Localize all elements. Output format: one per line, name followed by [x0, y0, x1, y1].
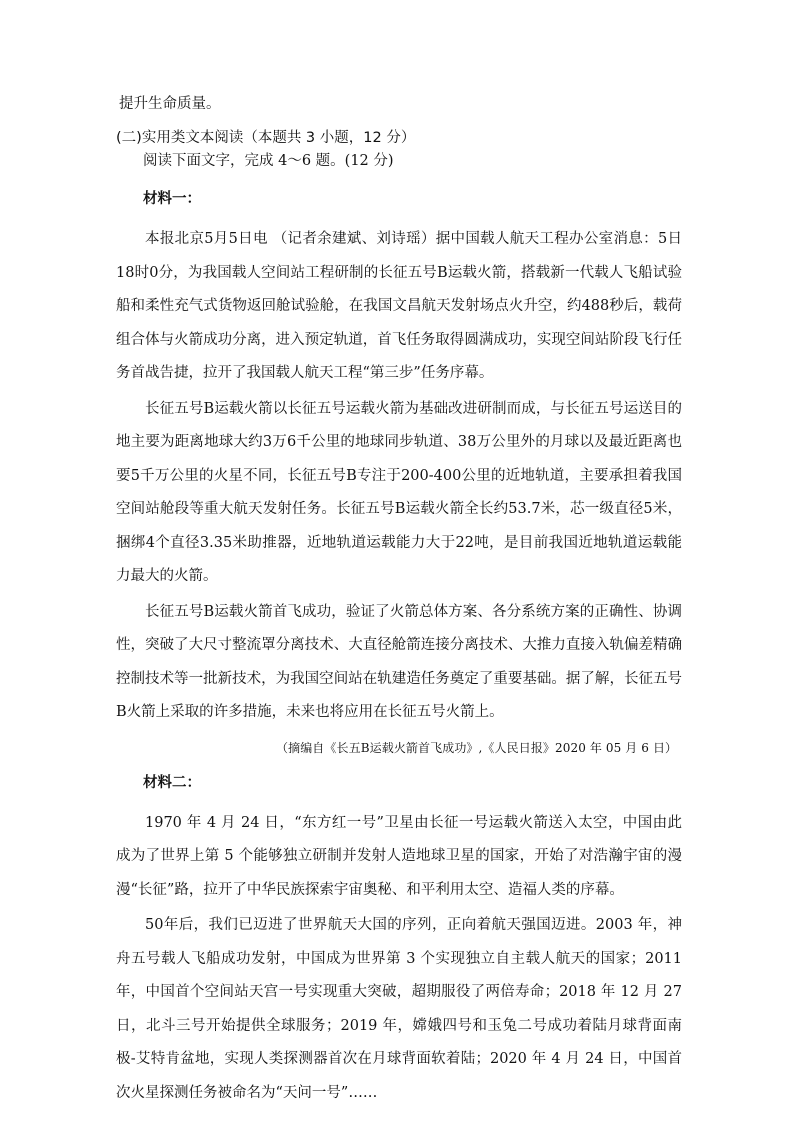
material-two-paragraph-1: 1970 年 4 月 24 日，“东方红一号”卫星由长征一号运载火箭送入太空，中国由此成为了世界上第 5 个能够独立研制并发射人造地球卫星的国家，开始了对浩瀚宇宙的漫漫“长征”路，拉开了中华民族探索宇宙奥秘、和平利用太空、造福人类的序幕。	[116, 814, 682, 898]
material-one-paragraph-1: 本报北京5月5日电 （记者余建斌、刘诗瑶）据中国载人航天工程办公室消息：5日18时0分，为我国载人空间站工程研制的长征五号B运载火箭，搭载新一代载人飞船试验船和柔性充气式货物返回舱试验舱，在我国文昌航天发射场点火升空，约488秒后，载荷组合体与火箭成功分离，进入预定轨道，首飞任务取得圆满成功，实现空间站阶段飞行任务首战告捷，拉开了我国载人航天工程“第三步”任务序幕。	[116, 231, 682, 381]
reading-instruction: 阅读下面文字，完成 4～6 题。(12 分)	[143, 153, 394, 169]
section-title: (二)实用类文本阅读（本题共 3 小题，12 分）	[116, 130, 416, 146]
material-one-source: （摘编自《长五B运载火箭首飞成功》,《人民日报》2020 年 05 月 6 日）	[276, 740, 678, 755]
continued-text-line: 提升生命质量。	[119, 96, 221, 112]
material-one-paragraph-2: 长征五号B运载火箭以长征五号运载火箭为基础改进研制而成，与长征五号运送目的地主要为距离地球大约3万6千公里的地球同步轨道、38万公里外的月球以及最近距离也要5千万公里的火星不同，长征五号B专注于200-400公里的近地轨道，主要承担着我国空间站舱段等重大航天发射任务。长征五号B运载火箭全长约53.7米，芯一级直径5米，捆绑4个直径3.35米助推器，近地轨道运载能力大于22吨，是目前我国近地轨道运载能力最大的火箭。	[116, 400, 682, 584]
material-one-paragraph-3: 长征五号B运载火箭首飞成功，验证了火箭总体方案、各分系统方案的正确性、协调性，突破了大尺寸整流罩分离技术、大直径舱箭连接分离技术、大推力直接入轨偏差精确控制技术等一批新技术，为我国空间站在轨建造任务奠定了重要基础。据了解，长征五号B火箭上采取的许多措施，未来也将应用在长征五号火箭上。	[116, 603, 682, 720]
material-two-heading: 材料二：	[143, 774, 201, 791]
document-body	[116, 92, 682, 1110]
material-two-paragraph-2: 50年后，我们已迈进了世界航天大国的序列，正向着航天强国迈进。2003 年，神舟五号载人飞船成功发射，中国成为世界第 3 个实现独立自主载人航天的国家；2011 年，中国首个空间站天宫一号实现重大突破，超期服役了两倍寿命；2018 年 12 月 27 日，北斗三号开始提供全球服务；2019 年，嫦娥四号和玉兔二号成功着陆月球背面南极-艾特肯盆地，实现人类探测器首次在月球背面软着陆；2020 年 4 月 24 日，中国首次火星探测任务被命名为“天问一号”……	[116, 917, 682, 1101]
material-one-heading: 材料一：	[143, 191, 201, 207]
